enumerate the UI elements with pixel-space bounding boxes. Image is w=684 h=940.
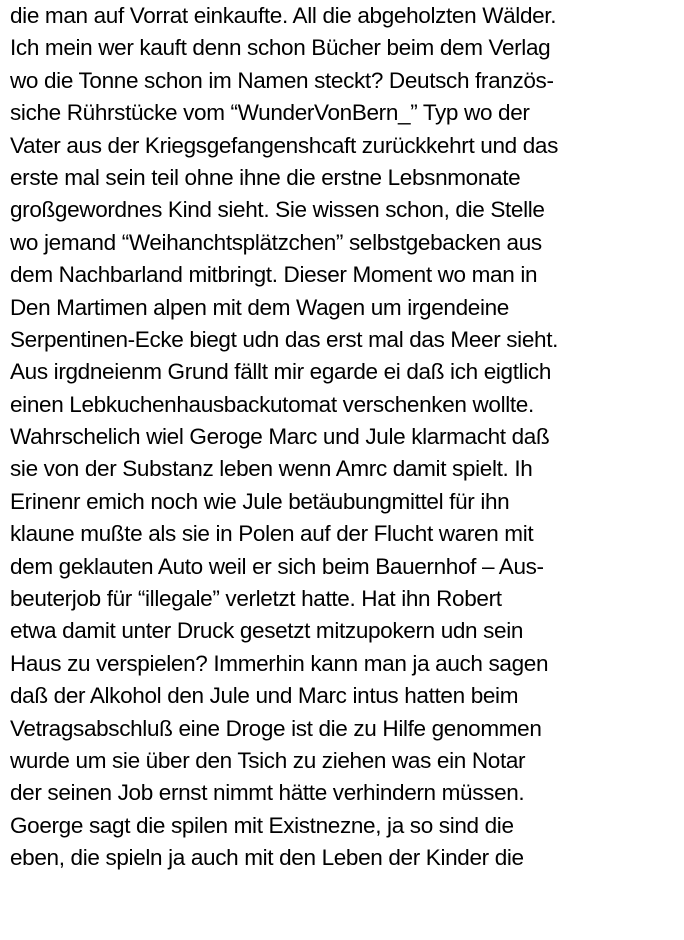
text-line: siche Rührstücke vom “WunderVonBern_” Typ wo der	[10, 100, 530, 126]
text-line: etwa damit unter Druck gesetzt mitzupokern udn sein	[10, 618, 524, 644]
text-line: klaune mußte als sie in Polen auf der Flucht waren mit	[10, 521, 534, 547]
text-line: Den Martimen alpen mit dem Wagen um irgendeine	[10, 294, 509, 320]
text-line: daß der Alkohol den Jule und Marc intus hatten beim	[10, 683, 519, 709]
text-line: der seinen Job ernst nimmt hätte verhindern müssen.	[10, 780, 525, 806]
text-line: beuterjob für “illegale” verletzt hatte. Hat ihn Robert	[10, 586, 502, 612]
text-line: Erinenr emich noch wie Jule betäubungmittel für ihn	[10, 488, 510, 514]
text-line: Haus zu verspielen? Immerhin kann man ja auch sagen	[10, 650, 549, 676]
text-line: dem Nachbarland mitbringt. Dieser Moment wo man in	[10, 262, 538, 288]
text-line: Ich mein wer kauft denn schon Bücher beim dem Verlag	[10, 35, 551, 61]
text-line: dem geklauten Auto weil er sich beim Bauernhof – Aus-	[10, 553, 544, 579]
body-text	[10, 0, 680, 875]
text-line: Serpentinen-Ecke biegt udn das erst mal das Meer sieht.	[10, 326, 559, 352]
text-line: wo die Tonne schon im Namen steckt? Deutsch französ-	[10, 67, 554, 93]
text-line: eben, die spieln ja auch mit den Leben der Kinder die	[10, 845, 524, 871]
text-line: Vetragsabschluß eine Droge ist die zu Hilfe genommen	[10, 715, 542, 741]
text-line: erste mal sein teil ohne ihne die erstne Lebsnmonate	[10, 164, 521, 190]
text-line: die man auf Vorrat einkaufte. All die abgeholzten Wälder.	[10, 3, 557, 28]
text-line: Aus irgdneienm Grund fällt mir egarde ei daß ich eigtlich	[10, 359, 552, 385]
text-line: wo jemand “Weihanchtsplätzchen” selbstgebacken aus	[10, 229, 542, 255]
text-line: einen Lebkuchenhausbackutomat verschenken wollte.	[10, 391, 534, 417]
text-line: Goerge sagt die spilen mit Existnezne, ja so sind die	[10, 812, 514, 838]
text-line: sie von der Substanz leben wenn Amrc damit spielt. Ih	[10, 456, 533, 482]
text-line: großgewordnes Kind sieht. Sie wissen schon, die Stelle	[10, 197, 545, 223]
text-line: wurde um sie über den Tsich zu ziehen was ein Notar	[10, 747, 526, 773]
text-line: Wahrschelich wiel Geroge Marc und Jule klarmacht daß	[10, 424, 550, 450]
text-line: Vater aus der Kriegsgefangenshcaft zurückkehrt und das	[10, 132, 558, 158]
